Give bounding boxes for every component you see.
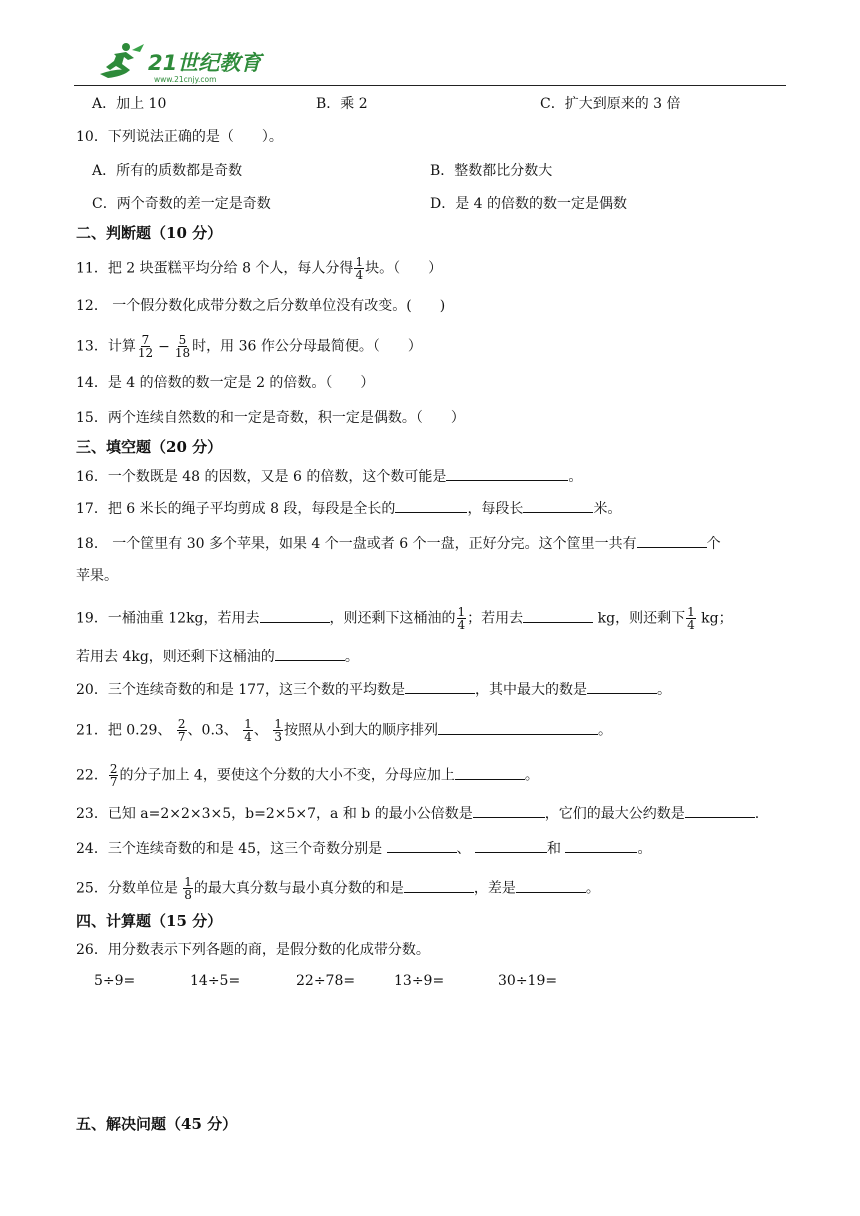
q13: 13．计算 $\frac{7}{12}$ − $\frac{5}{18}$ 时，用 36 作公分母最简便。（ ）: [76, 333, 422, 360]
site-logo: [96, 40, 266, 84]
answer-blank[interactable]: [516, 878, 586, 893]
fraction: $\frac{1}{4}$: [355, 255, 364, 282]
answer-blank[interactable]: [685, 803, 755, 818]
q19: 19．一桶油重 12kg，若用去 ，则还剩下这桶油的 $\frac{1}{4}$ ；若用去 kg，则还剩下 $\frac{1}{4}$ kg；: [76, 605, 733, 632]
answer-blank[interactable]: [455, 765, 525, 780]
header-rule: [74, 85, 786, 86]
q10-option-c: C．两个奇数的差一定是奇数: [92, 196, 271, 212]
q25: 25．分数单位是 $\frac{1}{8}$ 的最大真分数与最小真分数的和是 ，差是 。: [76, 875, 600, 902]
fraction: $\frac{2}{7}$: [177, 717, 186, 744]
answer-blank[interactable]: [405, 679, 475, 694]
answer-blank[interactable]: [275, 646, 345, 661]
q9-option-c: C．扩大到原来的 3 倍: [540, 96, 681, 112]
section-3-title: 三、填空题（20 分）: [76, 438, 223, 456]
runner-icon: [100, 43, 144, 78]
answer-blank[interactable]: [404, 878, 474, 893]
q24: 24．三个连续奇数的和是 45，这三个奇数分别是 、 和 。: [76, 838, 651, 859]
fraction: $\frac{7}{12}$: [137, 333, 154, 360]
fraction: $\frac{1}{4}$: [244, 717, 252, 744]
q17: 17．把 6 米长的绳子平均剪成 8 段，每段是全长的 ，每段长 米。: [76, 498, 621, 519]
q12: 12． 一个假分数化成带分数之后分数单位没有改变。( ): [76, 298, 446, 314]
answer-blank[interactable]: [395, 498, 467, 513]
answer-blank[interactable]: [637, 533, 707, 548]
calc-item: 22÷78=: [296, 973, 356, 989]
q22: 22． $\frac{2}{7}$ 的分子加上 4，要使这个分数的大小不变，分母应加上 。: [76, 762, 539, 789]
q14: 14．是 4 的倍数的数一定是 2 的倍数。（ ）: [76, 375, 375, 391]
calc-item: 14÷5=: [190, 973, 241, 989]
q10-option-b: B．整数都比分数大: [430, 163, 553, 179]
answer-blank[interactable]: [438, 720, 598, 735]
fraction: $\frac{5}{18}$: [174, 333, 191, 360]
q18: 18． 一个筐里有 30 多个苹果，如果 4 个一盘或者 6 个一盘，正好分完。这个筐里一共有 个: [76, 533, 721, 554]
q26-stem: 26．用分数表示下列各题的商，是假分数的化成带分数。: [76, 942, 430, 958]
answer-blank[interactable]: [446, 466, 568, 481]
logo-url: www.21cnjy.com: [154, 75, 217, 84]
fraction: $\frac{1}{8}$: [184, 875, 192, 902]
fraction: $\frac{1}{3}$: [274, 717, 282, 744]
answer-blank[interactable]: [260, 608, 330, 623]
q21: 21．把 0.29、 $\frac{2}{7}$ 、0.3、 $\frac{1}{4}$ 、 $\frac{1}{3}$ 按照从小到大的顺序排列 。: [76, 717, 612, 744]
q19-line2: 若用去 4kg，则还剩下这桶油的 。: [76, 646, 359, 667]
q20: 20．三个连续奇数的和是 177，这三个数的平均数是 ，其中最大的数是 。: [76, 679, 671, 700]
calc-item: 5÷9=: [94, 973, 136, 989]
section-4-title: 四、计算题（15 分）: [76, 912, 223, 930]
q10-stem: 10．下列说法正确的是（ ）。: [76, 129, 283, 145]
fraction: $\frac{2}{7}$: [109, 762, 118, 789]
q9-option-b: B．乘 2: [316, 96, 368, 112]
fraction: $\frac{1}{4}$: [457, 605, 466, 632]
q10-option-a: A．所有的质数都是奇数: [92, 163, 243, 179]
q9-option-a: A．加上 10: [92, 96, 167, 112]
answer-blank[interactable]: [523, 498, 593, 513]
q11: 11．把 2 块蛋糕平均分给 8 个人，每人分得 $\frac{1}{4}$ 块。（ ）: [76, 255, 443, 282]
answer-blank[interactable]: [523, 608, 593, 623]
section-5-title: 五、解决问题（45 分）: [76, 1115, 238, 1133]
answer-blank[interactable]: [565, 838, 637, 853]
answer-blank[interactable]: [473, 803, 545, 818]
answer-blank[interactable]: [587, 679, 657, 694]
q18-line2: 苹果。: [76, 568, 118, 584]
q15: 15．两个连续自然数的和一定是奇数，积一定是偶数。（ ）: [76, 410, 465, 426]
q16: 16．一个数既是 48 的因数，又是 6 的倍数，这个数可能是 。: [76, 466, 582, 487]
logo-text: 21世纪教育: [148, 51, 262, 75]
answer-blank[interactable]: [475, 838, 547, 853]
section-2-title: 二、判断题（10 分）: [76, 224, 223, 242]
q23: 23．已知 a=2×2×3×5，b=2×5×7，a 和 b 的最小公倍数是 ，它们的最大公约数是 .: [76, 803, 759, 824]
calc-item: 30÷19=: [498, 973, 558, 989]
q10-option-d: D．是 4 的倍数的数一定是偶数: [430, 196, 628, 212]
answer-blank[interactable]: [387, 838, 457, 853]
calc-item: 13÷9=: [394, 973, 445, 989]
fraction: $\frac{1}{4}$: [687, 605, 695, 632]
